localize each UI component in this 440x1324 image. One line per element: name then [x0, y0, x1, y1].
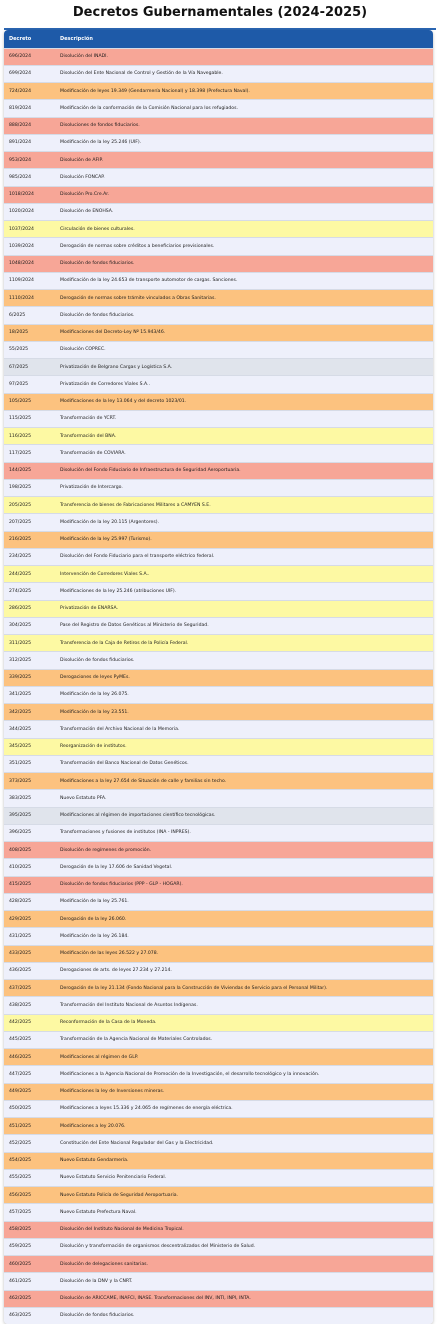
page-title: Decretos Gubernamentales (2024-2025) [72, 5, 368, 20]
table-row [4, 790, 433, 807]
table-row [4, 428, 433, 445]
cell-decreto: 345/2025 [9, 744, 32, 750]
cell-decreto: 1037/2024 [9, 226, 34, 232]
cell-decreto: 1048/2024 [9, 261, 34, 267]
cell-descripcion: Transformación de la Agencia Nacional de Materiales Controlados. [60, 1037, 213, 1043]
cell-descripcion: Circulación de bienes culturales. [60, 226, 135, 232]
cell-descripcion: Disolución Pro.Cre.Ar. [60, 192, 110, 198]
table-header-row [4, 30, 433, 48]
table-row [4, 911, 433, 928]
cell-descripcion: Modificación de la ley 20.115 (Argentores). [60, 519, 160, 525]
cell-descripcion: Pase del Registro de Datos Genéticos al Ministerio de Seguridad. [60, 623, 209, 629]
cell-descripcion: Modificaciones de la ley 13.064 y del decreto 1023/01. [60, 399, 187, 405]
cell-descripcion: Disolución de fondos fiduciarios. [60, 1313, 135, 1319]
cell-decreto: 304/2025 [9, 623, 32, 629]
cell-descripcion: Transformación de COVIARA. [60, 450, 126, 456]
table-row [4, 238, 433, 255]
cell-descripcion: Modificación de la ley 24.653 de transporte automotor de cargas. Sanciones. [60, 278, 238, 284]
table-body [4, 48, 433, 1324]
cell-decreto: 1039/2024 [9, 243, 34, 249]
cell-decreto: 373/2025 [9, 778, 32, 784]
table-row [4, 1100, 433, 1117]
table-row [4, 272, 433, 289]
cell-descripcion: Modificación de las leyes 26.522 y 27.078. [60, 951, 159, 957]
cell-decreto: 455/2025 [9, 1175, 32, 1181]
cell-decreto: 458/2025 [9, 1227, 32, 1233]
table-row [4, 497, 433, 514]
cell-decreto: 1109/2024 [9, 278, 34, 284]
cell-decreto: 286/2025 [9, 606, 32, 612]
cell-decreto: 341/2025 [9, 692, 32, 698]
table-row [4, 1290, 433, 1307]
table-row [4, 600, 433, 617]
cell-descripcion: Derogaciones de leyes PyMEs. [60, 675, 130, 681]
cell-descripcion: Disolución de la DNV y la CNRT. [60, 1278, 133, 1284]
cell-decreto: 460/2025 [9, 1261, 32, 1267]
cell-descripcion: Transformaciones y fusiones de institutos (INA - INPRES). [60, 830, 191, 836]
table-row [4, 1083, 433, 1100]
table-row [4, 704, 433, 721]
cell-decreto: 1020/2024 [9, 209, 34, 215]
cell-decreto: 312/2025 [9, 657, 32, 663]
cell-decreto: 344/2025 [9, 726, 32, 732]
cell-descripcion: Modificaciones a ley 20.076. [60, 1123, 126, 1129]
cell-descripcion: Disolución de ENOHSA. [60, 209, 114, 215]
cell-descripcion: Disolución de delegaciones sanitarias. [60, 1261, 149, 1267]
cell-decreto: 436/2025 [9, 968, 32, 974]
cell-descripcion: Disolución de regímenes de promoción. [60, 847, 152, 853]
table-row [4, 1256, 433, 1273]
table-row [4, 617, 433, 634]
cell-decreto: 244/2025 [9, 571, 32, 577]
cell-descripcion: Modificaciones a la Agencia Nacional de Promoción de la Investigación, el desarrollo tecnológico y la innovación. [60, 1071, 320, 1077]
cell-decreto: 415/2025 [9, 882, 32, 888]
table-row [4, 1152, 433, 1169]
table-row [4, 83, 433, 100]
cell-descripcion: Modificaciones la ley de Inversiones mineras. [60, 1089, 165, 1095]
cell-descripcion: Derogación de normas sobre créditos a beneficiarios previsionales. [60, 243, 215, 249]
cell-decreto: 274/2025 [9, 588, 32, 594]
table-row [4, 1135, 433, 1152]
cell-decreto: 447/2025 [9, 1071, 32, 1077]
cell-descripcion: Disolución de fondos fiduciarios. [60, 657, 135, 663]
cell-decreto: 446/2025 [9, 1054, 32, 1060]
cell-decreto: 205/2025 [9, 502, 32, 508]
table-row [4, 410, 433, 427]
cell-decreto: 459/2025 [9, 1244, 32, 1250]
cell-decreto: 456/2025 [9, 1192, 32, 1198]
cell-decreto: 342/2025 [9, 709, 32, 715]
cell-descripcion: Modificaciones a la ley 27.654 de Situación de calle y familias sin techo. [60, 778, 227, 784]
cell-decreto: 451/2025 [9, 1123, 32, 1129]
cell-descripcion: Modificación de la ley 26.075. [60, 692, 129, 698]
cell-descripcion: Reconformación de la Casa de la Moneda. [60, 1020, 157, 1026]
table-row [4, 65, 433, 82]
cell-descripcion: Disolución de ARICCAME, INAFCI, INASE. Transformaciones del INV, INTI, INPI, INTA. [60, 1296, 251, 1302]
cell-descripcion: Disolución de fondos fiduciarios (PPP - GLP - HOGAR). [60, 882, 183, 888]
table-row [4, 876, 433, 893]
table-row [4, 635, 433, 652]
table-row [4, 1221, 433, 1238]
cell-descripcion: Nuevo Estatuto PFA. [60, 795, 107, 801]
table-row [4, 1187, 433, 1204]
table-row [4, 48, 433, 65]
cell-descripcion: Disolución de fondos fiduciarios. [60, 261, 135, 267]
cell-descripcion: Constitución del Ente Nacional Regulador del Gas y la Electricidad. [60, 1140, 214, 1146]
cell-decreto: 1018/2024 [9, 192, 34, 198]
table-row [4, 738, 433, 755]
cell-decreto: 953/2024 [9, 157, 32, 163]
table-row [4, 859, 433, 876]
cell-descripcion: Modificaciones al régimen de importaciones científico tecnológicas. [60, 813, 216, 819]
cell-descripcion: Intervención de Corredores Viales S.A.. [60, 571, 150, 577]
cell-descripcion: Modificación de la conformación de la Comisión Nacional para los refugiados. [60, 105, 238, 111]
decrees-table [4, 30, 433, 1324]
cell-decreto: 234/2025 [9, 554, 32, 560]
table-row [4, 686, 433, 703]
table-row [4, 1066, 433, 1083]
table-row [4, 152, 433, 169]
cell-decreto: 97/2025 [9, 381, 29, 387]
cell-descripcion: Disolución de fondos fiduciarios. [60, 312, 135, 318]
cell-descripcion: Modificación de la ley 25.997 (Turismo). [60, 537, 152, 543]
cell-decreto: 6/2025 [9, 312, 26, 318]
table-row [4, 824, 433, 841]
cell-decreto: 462/2025 [9, 1296, 32, 1302]
table-row [4, 134, 433, 151]
cell-descripcion: Derogación de la ley 21.134 (Fondo Nacional para la Construcción de Viviendas de Servicio para el Personal Militar). [60, 985, 328, 991]
table-row [4, 1238, 433, 1255]
table-row [4, 1204, 433, 1221]
cell-decreto: 888/2024 [9, 123, 32, 129]
cell-descripcion: Modificación de la ley 25.246 (UIF). [60, 140, 142, 146]
cell-descripcion: Reorganización de institutos. [60, 744, 127, 750]
cell-decreto: 396/2025 [9, 830, 32, 836]
cell-descripcion: Disoluciones de fondos fiduciarios. [60, 123, 140, 129]
table-row [4, 341, 433, 358]
cell-decreto: 408/2025 [9, 847, 32, 853]
cell-descripcion: Privatización de Intercargo. [60, 485, 123, 491]
table-row [4, 186, 433, 203]
cell-descripcion: Disolución del Fondo Fiduciario para el transporte eléctrico federal. [60, 554, 215, 560]
table-row [4, 893, 433, 910]
table-row [4, 324, 433, 341]
cell-descripcion: Privatización de Belgrano Cargas y Logística S.A. [60, 364, 173, 370]
cell-decreto: 55/2025 [9, 347, 29, 353]
table-row [4, 376, 433, 393]
table-row [4, 928, 433, 945]
cell-decreto: 433/2025 [9, 951, 32, 957]
cell-descripcion: Modificaciones del Decreto-Ley Nº 15.943/46. [60, 330, 166, 336]
cell-decreto: 457/2025 [9, 1209, 32, 1215]
cell-descripcion: Nuevo Estatuto Servicio Penitenciario Federal. [60, 1175, 167, 1181]
cell-descripcion: Disolución del Instituto Nacional de Medicina Tropical. [60, 1227, 184, 1233]
cell-decreto: 985/2024 [9, 174, 32, 180]
table-row [4, 583, 433, 600]
decrees-table-container [4, 30, 433, 1324]
cell-decreto: 454/2025 [9, 1158, 32, 1164]
cell-decreto: 452/2025 [9, 1140, 32, 1146]
cell-descripcion: Disolución COPREC. [60, 347, 106, 353]
table-row [4, 945, 433, 962]
cell-decreto: 437/2025 [9, 985, 32, 991]
table-row [4, 1049, 433, 1066]
cell-decreto: 1110/2024 [9, 295, 34, 301]
cell-decreto: 216/2025 [9, 537, 32, 543]
table-row [4, 169, 433, 186]
cell-decreto: 431/2025 [9, 933, 32, 939]
table-row [4, 203, 433, 220]
cell-decreto: 311/2025 [9, 640, 32, 646]
table-row [4, 307, 433, 324]
table-row [4, 255, 433, 272]
cell-descripcion: Transformación del Instituto Nacional de Asuntos Indígenas. [60, 1002, 198, 1008]
table-row [4, 393, 433, 410]
table-row [4, 359, 433, 376]
table-row [4, 997, 433, 1014]
cell-decreto: 445/2025 [9, 1037, 32, 1043]
cell-decreto: 428/2025 [9, 899, 32, 905]
cell-descripcion: Modificaciones a leyes 15.336 y 24.065 de regímenes de energía eléctrica. [60, 1106, 233, 1112]
cell-descripcion: Transformación del Banco Nacional de Datos Genéticos. [60, 761, 189, 767]
table-row [4, 531, 433, 548]
cell-decreto: 819/2024 [9, 105, 32, 111]
cell-descripcion: Derogación de la ley 26.060. [60, 916, 127, 922]
table-row [4, 1014, 433, 1031]
cell-descripcion: Disolución FONCAP. [60, 174, 105, 180]
table-row [4, 721, 433, 738]
cell-descripcion: Privatización de ENARSA. [60, 606, 119, 612]
cell-decreto: 207/2025 [9, 519, 32, 525]
cell-descripcion: Modificación de la ley 23.551. [60, 709, 129, 715]
table-row [4, 1273, 433, 1290]
table-row [4, 290, 433, 307]
column-header-descripcion: Descripción [60, 35, 93, 42]
cell-decreto: 449/2025 [9, 1089, 32, 1095]
cell-decreto: 463/2025 [9, 1313, 32, 1319]
cell-decreto: 18/2025 [9, 330, 29, 336]
table-row [4, 773, 433, 790]
table-row [4, 462, 433, 479]
cell-descripcion: Nuevo Estatuto Prefectura Naval. [60, 1209, 137, 1215]
cell-descripcion: Disolución de AFIP. [60, 157, 104, 163]
table-row [4, 479, 433, 496]
cell-decreto: 395/2025 [9, 813, 32, 819]
cell-decreto: 699/2024 [9, 71, 32, 77]
cell-descripcion: Modificaciones de la ley 25.246 (atribuciones UIF). [60, 588, 177, 594]
cell-decreto: 351/2025 [9, 761, 32, 767]
cell-decreto: 198/2025 [9, 485, 32, 491]
cell-decreto: 115/2025 [9, 416, 32, 422]
cell-descripcion: Privatización de Corredores Viales S.A.. [60, 381, 150, 387]
cell-decreto: 724/2024 [9, 88, 32, 94]
cell-descripcion: Transformación del Archivo Nacional de la Memoria. [60, 726, 180, 732]
table-row [4, 652, 433, 669]
cell-descripcion: Transformación de YCRT. [60, 416, 117, 422]
column-header-decreto: Decreto [9, 35, 32, 42]
table-header [4, 30, 433, 48]
cell-descripcion: Nuevo Estatuto Gendarmería. [60, 1158, 129, 1164]
table-row [4, 1031, 433, 1048]
table-row [4, 548, 433, 565]
table-row [4, 100, 433, 117]
cell-decreto: 67/2025 [9, 364, 29, 370]
cell-descripcion: Modificación de leyes 19.349 (Gendarmería Nacional) y 18.398 (Prefectura Naval). [60, 88, 250, 94]
cell-decreto: 438/2025 [9, 1002, 32, 1008]
table-row [4, 1118, 433, 1135]
table-row [4, 669, 433, 686]
cell-descripcion: Derogación de la ley 17.606 de Sanidad Vegetal. [60, 864, 173, 870]
table-row [4, 566, 433, 583]
cell-decreto: 116/2025 [9, 433, 32, 439]
cell-descripcion: Disolución del INADI. [60, 54, 108, 60]
cell-decreto: 461/2025 [9, 1278, 32, 1284]
cell-decreto: 383/2025 [9, 795, 32, 801]
cell-decreto: 696/2024 [9, 54, 32, 60]
cell-descripcion: Transformación del BNA. [60, 433, 117, 439]
cell-decreto: 429/2025 [9, 916, 32, 922]
table-row [4, 807, 433, 824]
cell-decreto: 117/2025 [9, 450, 32, 456]
cell-decreto: 442/2025 [9, 1020, 32, 1026]
cell-decreto: 144/2025 [9, 468, 32, 474]
cell-descripcion: Nuevo Estatuto Policía de Seguridad Aeroportuaria. [60, 1192, 179, 1198]
table-row [4, 514, 433, 531]
cell-decreto: 891/2024 [9, 140, 32, 146]
table-row [4, 445, 433, 462]
table-row [4, 980, 433, 997]
cell-descripcion: Modificaciones al régimen de GLP. [60, 1054, 139, 1060]
cell-descripcion: Transferencia de la Caja de Retiros de la Policía Federal. [60, 640, 189, 646]
table-row [4, 1169, 433, 1186]
cell-decreto: 339/2025 [9, 675, 32, 681]
table-row [4, 755, 433, 772]
cell-decreto: 450/2025 [9, 1106, 32, 1112]
table-row [4, 117, 433, 134]
cell-descripcion: Disolución del Fondo Fiduciario de Infraestructura de Seguridad Aeroportuaria. [60, 468, 241, 474]
table-row [4, 962, 433, 979]
cell-decreto: 105/2025 [9, 399, 32, 405]
cell-descripcion: Derogación de normas sobre trámite vinculados a Obras Sanitarias. [60, 295, 216, 301]
table-row [4, 842, 433, 859]
table-row [4, 221, 433, 238]
cell-descripcion: Modificación de la ley 25.761. [60, 899, 129, 905]
cell-descripcion: Disolución del Ente Nacional de Control y Gestión de la Vía Navegable. [60, 71, 223, 77]
cell-descripcion: Modificación de la ley 26.184. [60, 933, 129, 939]
table-row [4, 1307, 433, 1324]
cell-decreto: 410/2025 [9, 864, 32, 870]
cell-descripcion: Derogaciones de arts. de leyes 27.234 y 27.214. [60, 968, 172, 974]
cell-descripcion: Disolución y transformación de organismos descentralizados del Ministerio de Salud. [60, 1244, 256, 1250]
cell-descripcion: Transferencia de bienes de Fabricaciones Militares a CAMYEN S.E. [60, 502, 211, 508]
